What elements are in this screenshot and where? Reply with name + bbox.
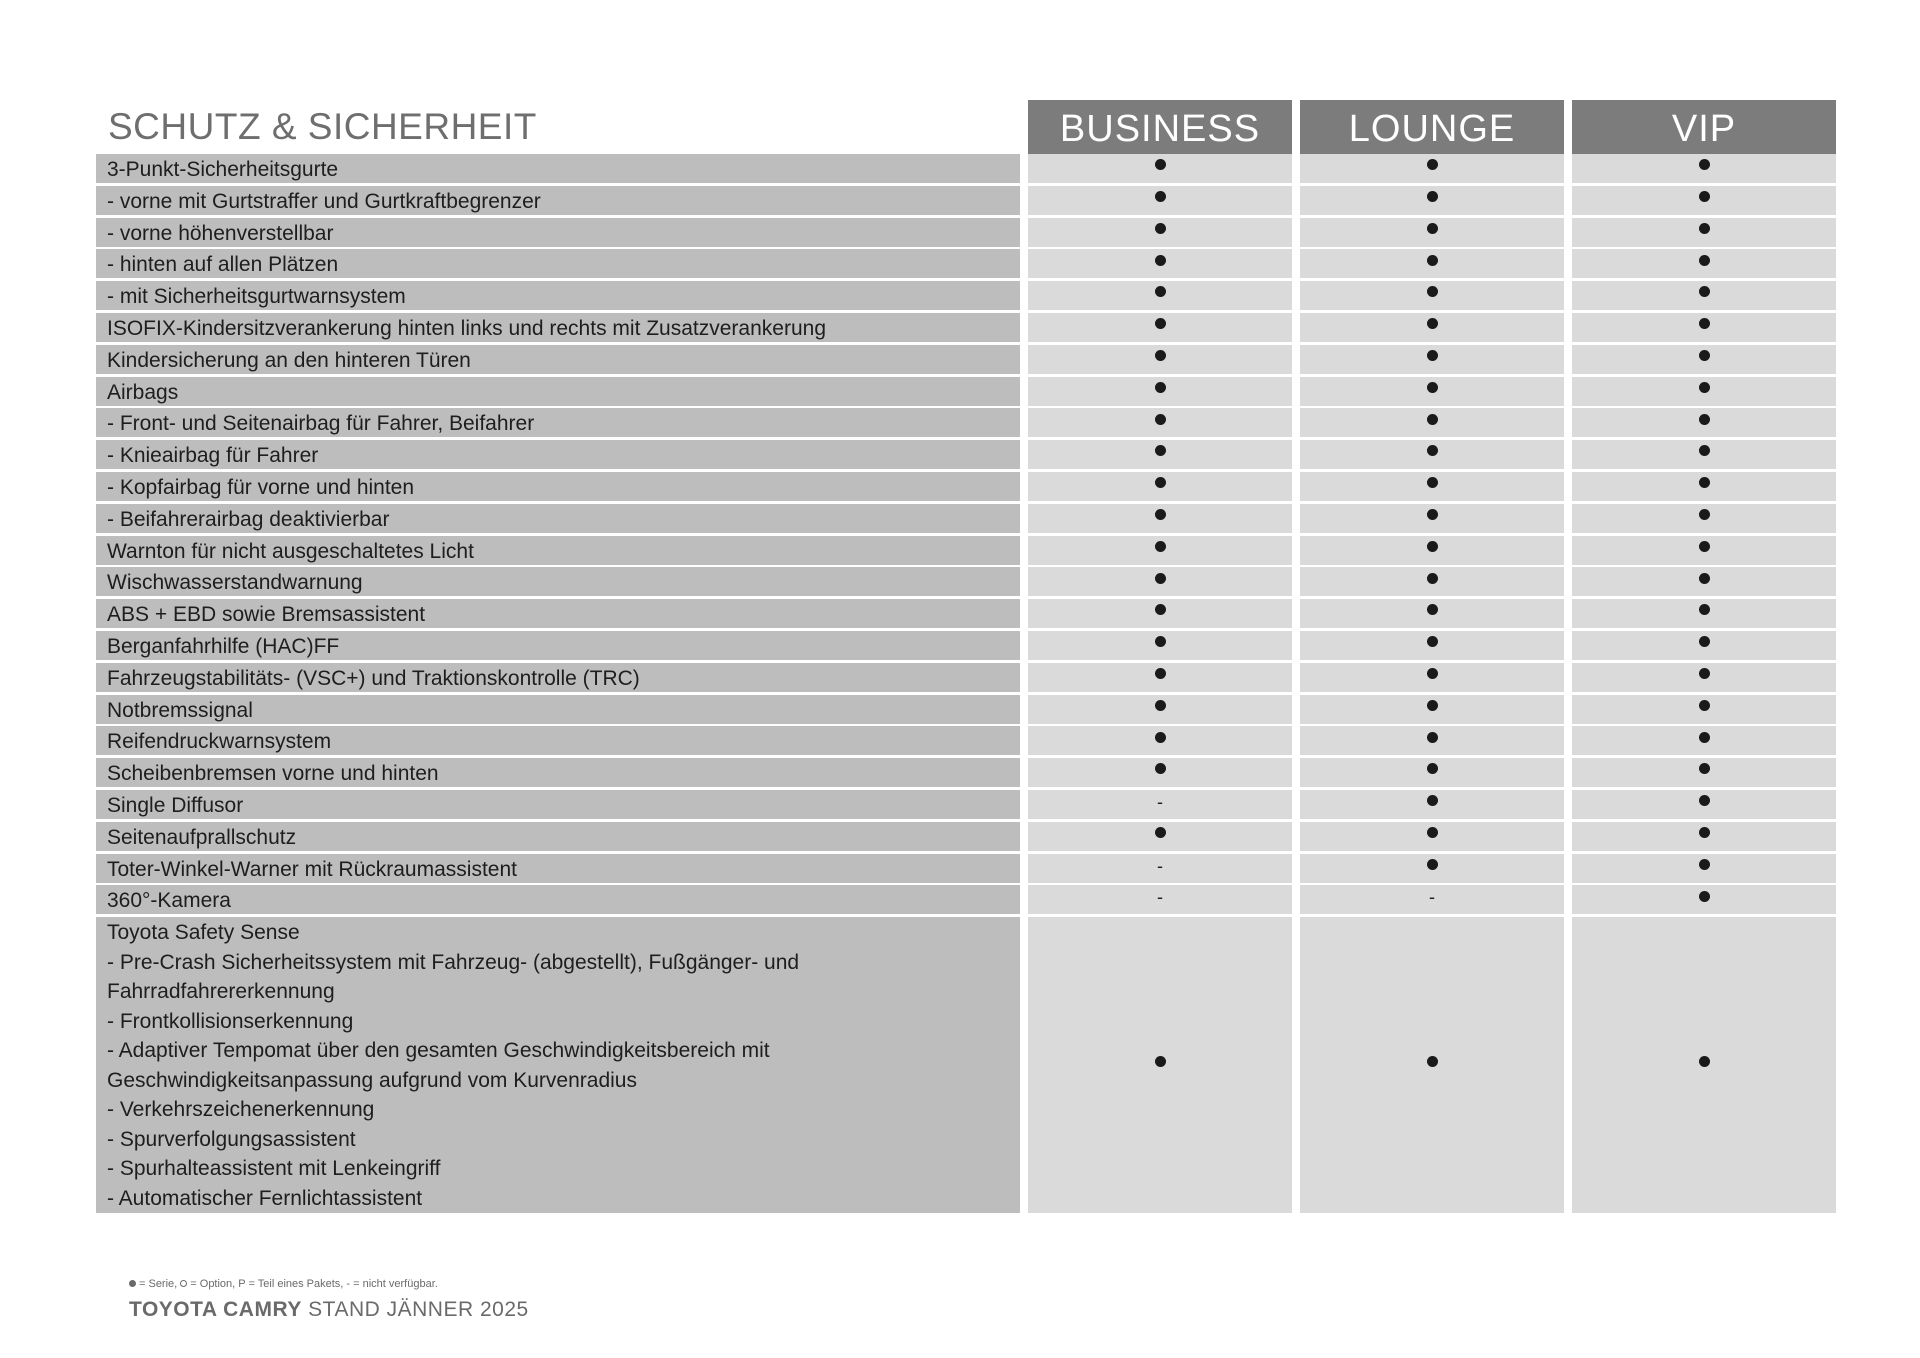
value-cell-vip — [1572, 154, 1836, 183]
standard-dot-icon — [1699, 827, 1710, 838]
not-available-mark: - — [1429, 887, 1435, 908]
table-row — [96, 885, 1836, 917]
value-cell-business — [1028, 917, 1292, 1213]
table-row — [96, 377, 1836, 409]
feature-label: - Knieairbag für Fahrer — [96, 440, 1020, 469]
table-row — [96, 154, 1836, 186]
standard-dot-icon — [1699, 255, 1710, 266]
feature-label: - Kopfairbag für vorne und hinten — [96, 472, 1020, 501]
value-cell-business — [1028, 885, 1292, 914]
standard-dot-icon — [1427, 732, 1438, 743]
standard-dot-icon — [1699, 159, 1710, 170]
not-available-mark: - — [1157, 887, 1163, 908]
feature-label-line: - Pre-Crash Sicherheitssystem mit Fahrzeug- (abgestellt), Fußgänger- und — [107, 950, 800, 974]
standard-dot-icon — [1699, 318, 1710, 329]
standard-dot-icon — [1155, 286, 1166, 297]
value-cell-vip — [1572, 599, 1836, 628]
column-header-business: BUSINESS — [1028, 100, 1292, 154]
footer — [129, 1278, 529, 1322]
value-cell-business — [1028, 663, 1292, 692]
standard-dot-icon — [1155, 573, 1166, 584]
value-cell-lounge — [1300, 695, 1564, 724]
value-cell-business — [1028, 440, 1292, 469]
standard-dot-icon — [1155, 541, 1166, 552]
value-cell-vip — [1572, 249, 1836, 278]
brand-line — [129, 1298, 529, 1322]
feature-label: Reifendruckwarnsystem — [96, 726, 1020, 755]
standard-dot-icon — [1699, 573, 1710, 584]
standard-dot-icon — [1427, 477, 1438, 488]
standard-dot-icon — [1427, 509, 1438, 520]
standard-dot-icon — [1427, 318, 1438, 329]
value-cell-business — [1028, 186, 1292, 215]
table-row — [96, 599, 1836, 631]
standard-dot-icon — [1155, 255, 1166, 266]
value-cell-vip — [1572, 758, 1836, 787]
table-row — [96, 249, 1836, 281]
not-available-mark: - — [1157, 791, 1163, 812]
standard-dot-icon — [1699, 191, 1710, 202]
table-row — [96, 345, 1836, 377]
standard-dot-icon — [1155, 414, 1166, 425]
standard-dot-icon — [1155, 827, 1166, 838]
standard-dot-icon — [1699, 604, 1710, 615]
standard-dot-icon — [1427, 223, 1438, 234]
value-cell-lounge — [1300, 663, 1564, 692]
value-cell-vip — [1572, 885, 1836, 914]
value-cell-lounge — [1300, 917, 1564, 1213]
standard-dot-icon — [1427, 350, 1438, 361]
table-row — [96, 726, 1836, 758]
feature-label: Warnton für nicht ausgeschaltetes Licht — [96, 536, 1020, 565]
value-cell-lounge — [1300, 631, 1564, 660]
standard-dot-icon — [1155, 382, 1166, 393]
option-circle-icon — [180, 1280, 187, 1287]
value-cell-business — [1028, 377, 1292, 406]
value-cell-lounge — [1300, 504, 1564, 533]
standard-dot-icon — [1699, 668, 1710, 679]
standard-dot-icon — [1155, 159, 1166, 170]
feature-label-line: Geschwindigkeitsanpassung aufgrund vom Kurvenradius — [107, 1068, 637, 1092]
table-row — [96, 408, 1836, 440]
standard-dot-icon — [1699, 509, 1710, 520]
value-cell-lounge — [1300, 281, 1564, 310]
value-cell-business — [1028, 790, 1292, 819]
standard-dot-icon — [1699, 541, 1710, 552]
standard-dot-icon — [1427, 604, 1438, 615]
standard-dot-icon — [1699, 700, 1710, 711]
value-cell-lounge — [1300, 154, 1564, 183]
standard-dot-icon — [1155, 318, 1166, 329]
standard-dot-icon — [1699, 636, 1710, 647]
feature-label-line: Fahrradfahrererkennung — [107, 980, 335, 1004]
value-cell-vip — [1572, 663, 1836, 692]
standard-dot-icon — [1427, 286, 1438, 297]
feature-label: Toter-Winkel-Warner mit Rückraumassistent — [96, 854, 1020, 883]
value-cell-vip — [1572, 536, 1836, 565]
brand-model: TOYOTA CAMRY — [129, 1298, 302, 1321]
standard-dot-icon — [1699, 286, 1710, 297]
standard-dot-icon — [1699, 732, 1710, 743]
value-cell-vip — [1572, 726, 1836, 755]
value-cell-business — [1028, 726, 1292, 755]
value-cell-vip — [1572, 186, 1836, 215]
column-header-vip: VIP — [1572, 100, 1836, 154]
table-row — [96, 313, 1836, 345]
table-row — [96, 854, 1836, 886]
feature-label: ISOFIX-Kindersitzverankerung hinten links und rechts mit Zusatzverankerung — [96, 313, 1020, 342]
feature-label: - mit Sicherheitsgurtwarnsystem — [96, 281, 1020, 310]
brand-date: STAND JÄNNER 2025 — [301, 1298, 529, 1321]
standard-dot-icon — [1155, 509, 1166, 520]
feature-label: Wischwasserstandwarnung — [96, 567, 1020, 596]
table-row — [96, 790, 1836, 822]
section-title: SCHUTZ & SICHERHEIT — [108, 106, 537, 147]
standard-dot-icon — [1699, 414, 1710, 425]
value-cell-lounge — [1300, 249, 1564, 278]
table-row — [96, 631, 1836, 663]
standard-dot-icon — [1699, 763, 1710, 774]
value-cell-vip — [1572, 504, 1836, 533]
spec-table — [96, 154, 1836, 1217]
table-row — [96, 218, 1836, 250]
table-row — [96, 822, 1836, 854]
value-cell-lounge — [1300, 790, 1564, 819]
feature-label: - Front- und Seitenairbag für Fahrer, Beifahrer — [96, 408, 1020, 437]
value-cell-business — [1028, 536, 1292, 565]
feature-label: - vorne mit Gurtstraffer und Gurtkraftbegrenzer — [96, 186, 1020, 215]
value-cell-business — [1028, 567, 1292, 596]
feature-label: - Beifahrerairbag deaktivierbar — [96, 504, 1020, 533]
value-cell-lounge — [1300, 377, 1564, 406]
value-cell-vip — [1572, 345, 1836, 374]
standard-dot-icon — [1427, 159, 1438, 170]
value-cell-lounge — [1300, 567, 1564, 596]
value-cell-vip — [1572, 472, 1836, 501]
feature-label: Berganfahrhilfe (HAC)FF — [96, 631, 1020, 660]
standard-dot-icon — [1155, 604, 1166, 615]
value-cell-vip — [1572, 218, 1836, 247]
value-cell-business — [1028, 345, 1292, 374]
value-cell-vip — [1572, 822, 1836, 851]
standard-dot-icon — [129, 1280, 136, 1287]
table-row — [96, 663, 1836, 695]
value-cell-vip — [1572, 567, 1836, 596]
value-cell-vip — [1572, 408, 1836, 437]
table-row — [96, 186, 1836, 218]
value-cell-business — [1028, 249, 1292, 278]
value-cell-lounge — [1300, 599, 1564, 628]
value-cell-business — [1028, 408, 1292, 437]
value-cell-business — [1028, 695, 1292, 724]
value-cell-vip — [1572, 631, 1836, 660]
feature-label-multiline — [96, 917, 1020, 1213]
standard-dot-icon — [1155, 223, 1166, 234]
feature-label: Seitenaufprallschutz — [96, 822, 1020, 851]
standard-dot-icon — [1427, 573, 1438, 584]
value-cell-lounge — [1300, 885, 1564, 914]
standard-dot-icon — [1427, 668, 1438, 679]
value-cell-business — [1028, 472, 1292, 501]
standard-dot-icon — [1699, 382, 1710, 393]
standard-dot-icon — [1427, 763, 1438, 774]
standard-dot-icon — [1699, 445, 1710, 456]
value-cell-lounge — [1300, 218, 1564, 247]
standard-dot-icon — [1699, 477, 1710, 488]
standard-dot-icon — [1155, 477, 1166, 488]
table-row — [96, 695, 1836, 727]
table-row — [96, 758, 1836, 790]
feature-label: Fahrzeugstabilitäts- (VSC+) und Traktionskontrolle (TRC) — [96, 663, 1020, 692]
value-cell-business — [1028, 313, 1292, 342]
table-row — [96, 440, 1836, 472]
standard-dot-icon — [1155, 763, 1166, 774]
value-cell-lounge — [1300, 758, 1564, 787]
standard-dot-icon — [1155, 350, 1166, 361]
feature-label: Kindersicherung an den hinteren Türen — [96, 345, 1020, 374]
feature-label-line: - Spurverfolgungsassistent — [107, 1127, 356, 1151]
feature-label: Scheibenbremsen vorne und hinten — [96, 758, 1020, 787]
standard-dot-icon — [1699, 859, 1710, 870]
value-cell-vip — [1572, 377, 1836, 406]
standard-dot-icon — [1155, 732, 1166, 743]
standard-dot-icon — [1699, 223, 1710, 234]
value-cell-vip — [1572, 854, 1836, 883]
standard-dot-icon — [1699, 1056, 1710, 1067]
value-cell-lounge — [1300, 408, 1564, 437]
value-cell-lounge — [1300, 822, 1564, 851]
legend — [129, 1278, 529, 1290]
feature-label: Single Diffusor — [96, 790, 1020, 819]
standard-dot-icon — [1155, 445, 1166, 456]
table-header — [96, 100, 1836, 154]
standard-dot-icon — [1155, 668, 1166, 679]
legend-option: = Option, P = Teil eines Pakets, - = nicht verfügbar. — [190, 1278, 438, 1290]
standard-dot-icon — [1427, 795, 1438, 806]
standard-dot-icon — [1699, 795, 1710, 806]
value-cell-lounge — [1300, 472, 1564, 501]
standard-dot-icon — [1155, 636, 1166, 647]
standard-dot-icon — [1699, 350, 1710, 361]
standard-dot-icon — [1427, 445, 1438, 456]
standard-dot-icon — [1155, 1056, 1166, 1067]
feature-label: - hinten auf allen Plätzen — [96, 249, 1020, 278]
standard-dot-icon — [1427, 700, 1438, 711]
legend-serie: = Serie, — [139, 1278, 178, 1290]
value-cell-lounge — [1300, 186, 1564, 215]
value-cell-vip — [1572, 917, 1836, 1213]
table-row — [96, 472, 1836, 504]
standard-dot-icon — [1427, 636, 1438, 647]
value-cell-business — [1028, 154, 1292, 183]
value-cell-business — [1028, 822, 1292, 851]
standard-dot-icon — [1427, 382, 1438, 393]
standard-dot-icon — [1155, 700, 1166, 711]
table-row — [96, 504, 1836, 536]
feature-label: ABS + EBD sowie Bremsassistent — [96, 599, 1020, 628]
standard-dot-icon — [1427, 827, 1438, 838]
standard-dot-icon — [1427, 255, 1438, 266]
value-cell-vip — [1572, 695, 1836, 724]
standard-dot-icon — [1155, 191, 1166, 202]
feature-label: Airbags — [96, 377, 1020, 406]
standard-dot-icon — [1427, 1056, 1438, 1067]
value-cell-lounge — [1300, 440, 1564, 469]
table-row — [96, 281, 1836, 313]
standard-dot-icon — [1699, 891, 1710, 902]
standard-dot-icon — [1427, 859, 1438, 870]
column-header-lounge: LOUNGE — [1300, 100, 1564, 154]
table-row — [96, 567, 1836, 599]
feature-label-line: - Verkehrszeichenerkennung — [107, 1098, 375, 1122]
value-cell-vip — [1572, 440, 1836, 469]
feature-label: Notbremssignal — [96, 695, 1020, 724]
value-cell-business — [1028, 504, 1292, 533]
not-available-mark: - — [1157, 855, 1163, 876]
value-cell-lounge — [1300, 345, 1564, 374]
value-cell-business — [1028, 631, 1292, 660]
value-cell-lounge — [1300, 536, 1564, 565]
feature-label: 3-Punkt-Sicherheitsgurte — [96, 154, 1020, 183]
value-cell-business — [1028, 281, 1292, 310]
table-row — [96, 536, 1836, 568]
standard-dot-icon — [1427, 191, 1438, 202]
value-cell-lounge — [1300, 726, 1564, 755]
feature-label: - vorne höhenverstellbar — [96, 218, 1020, 247]
value-cell-lounge — [1300, 854, 1564, 883]
value-cell-business — [1028, 854, 1292, 883]
value-cell-vip — [1572, 790, 1836, 819]
table-row-safety-sense — [96, 917, 1836, 1217]
value-cell-lounge — [1300, 313, 1564, 342]
value-cell-business — [1028, 758, 1292, 787]
feature-label-line: Toyota Safety Sense — [107, 921, 300, 945]
value-cell-business — [1028, 599, 1292, 628]
feature-label-line: - Spurhalteassistent mit Lenkeingriff — [107, 1157, 441, 1181]
value-cell-vip — [1572, 313, 1836, 342]
feature-label-line: - Automatischer Fernlichtassistent — [107, 1186, 423, 1210]
value-cell-vip — [1572, 281, 1836, 310]
feature-label: 360°-Kamera — [96, 885, 1020, 914]
standard-dot-icon — [1427, 541, 1438, 552]
feature-label-line: - Adaptiver Tempomat über den gesamten Geschwindigkeitsbereich mit — [107, 1039, 770, 1063]
standard-dot-icon — [1427, 414, 1438, 425]
feature-label-line: - Frontkollisionserkennung — [107, 1009, 354, 1033]
value-cell-business — [1028, 218, 1292, 247]
